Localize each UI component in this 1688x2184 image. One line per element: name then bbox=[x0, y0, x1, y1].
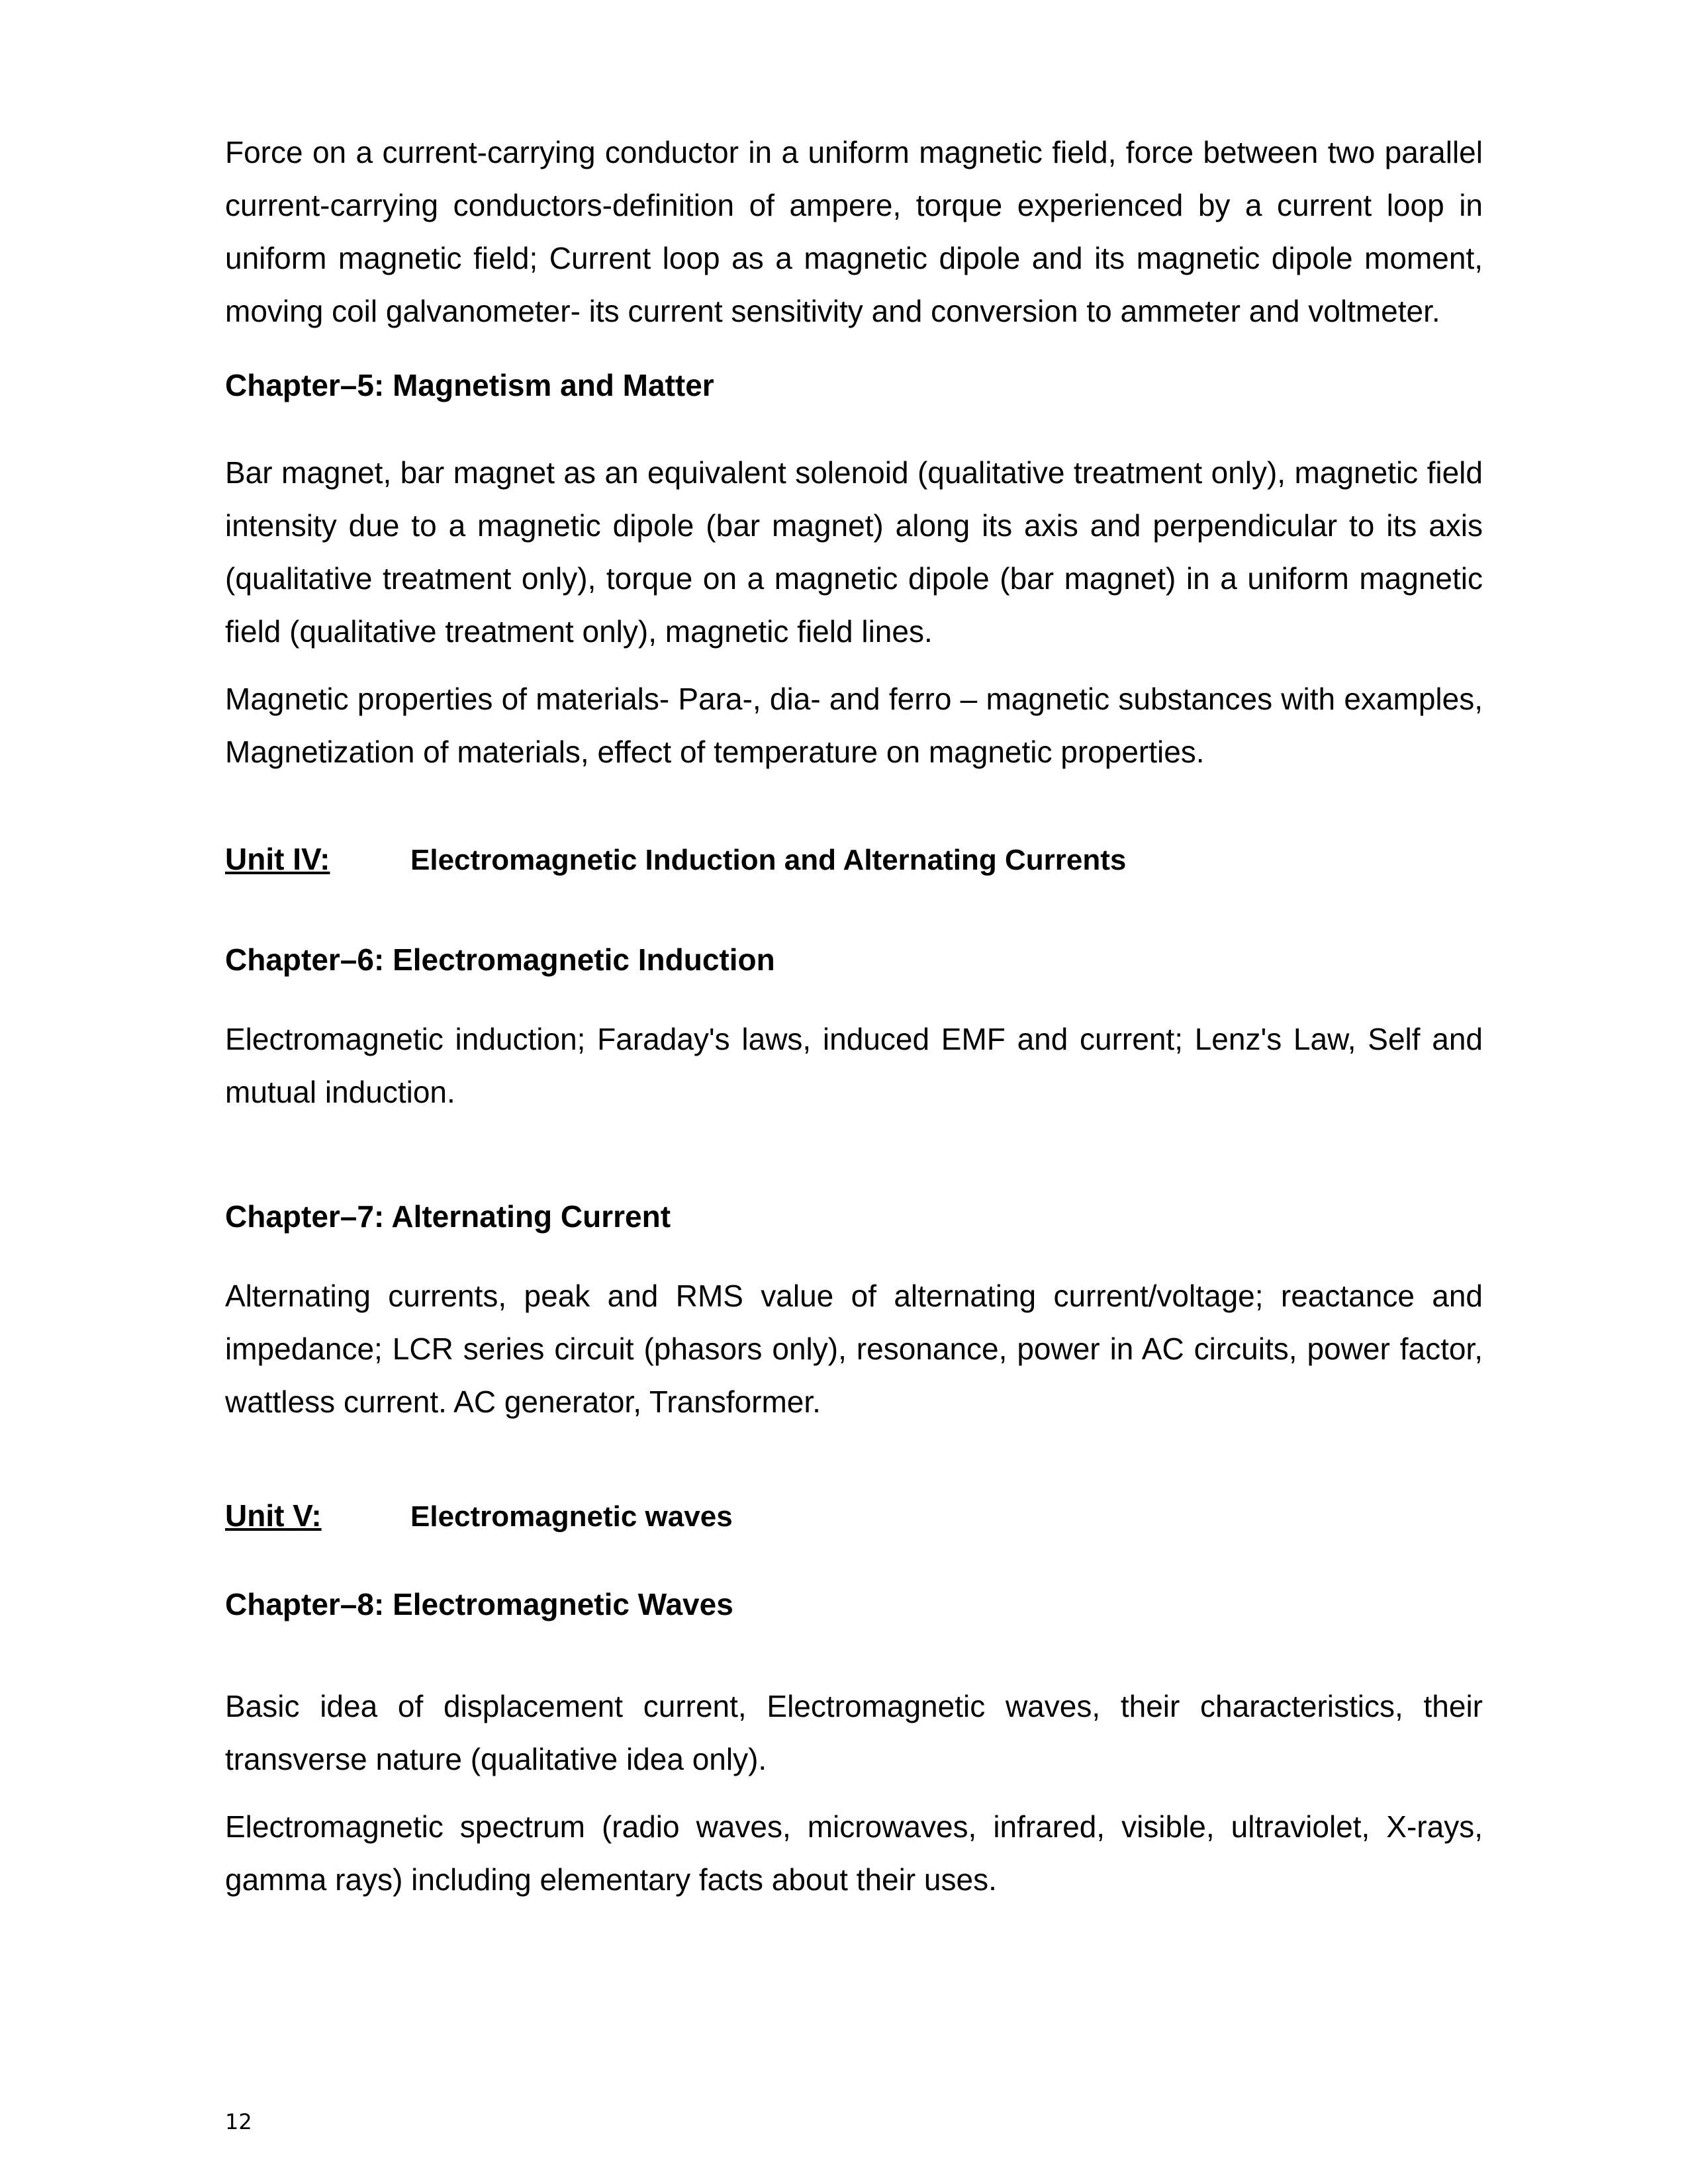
chapter-8-heading: Chapter–8: Electromagnetic Waves bbox=[225, 1587, 733, 1621]
paragraph-alternating-current: Alternating currents, peak and RMS value of alternating current/voltage; reactance and impedance; LCR series circuit (phasors only), resonance, power in AC circuits, power factor, wattless current. AC generator, Transformer. bbox=[225, 1279, 1483, 1419]
paragraph-magnetic-force: Force on a current-carrying conductor in a uniform magnetic field, force between two parallel current-carrying conductors-definition of ampere, torque experienced by a current loop in uniform magnetic field; Current loop as a magnetic dipole and its magnetic dipole moment, moving coil galvanometer- its current sensitivity and conversion to ammeter and voltmeter. bbox=[225, 135, 1483, 328]
unit-4-title: Electromagnetic Induction and Alternating Currents bbox=[410, 844, 1127, 876]
unit-5-title: Electromagnetic waves bbox=[410, 1500, 733, 1533]
unit-5-label: Unit V: bbox=[225, 1498, 322, 1533]
page-number: 12 bbox=[225, 2109, 252, 2134]
unit-4-label: Unit IV: bbox=[225, 842, 330, 876]
unit-4-heading bbox=[225, 839, 1483, 880]
paragraph-magnetic-properties: Magnetic properties of materials- Para-, dia- and ferro – magnetic substances with examples, Magnetization of materials, effect of temperature on magnetic properties. bbox=[225, 682, 1483, 769]
unit-5-heading bbox=[225, 1496, 1483, 1537]
paragraph-displacement-current: Basic idea of displacement current, Electromagnetic waves, their characteristics, their transverse nature (qualitative idea only). bbox=[225, 1689, 1483, 1776]
chapter-7-heading: Chapter–7: Alternating Current bbox=[225, 1199, 671, 1234]
chapter-5-heading: Chapter–5: Magnetism and Matter bbox=[225, 368, 714, 402]
paragraph-electromagnetic-induction: Electromagnetic induction; Faraday's laws, induced EMF and current; Lenz's Law, Self and mutual induction. bbox=[225, 1022, 1483, 1109]
paragraph-bar-magnet: Bar magnet, bar magnet as an equivalent solenoid (qualitative treatment only), magnetic field intensity due to a magnetic dipole (bar magnet) along its axis and perpendicular to its axis (qualitative treatment only), torque on a magnetic dipole (bar magnet) in a uniform magnetic field (qualitative treatment only), magnetic field lines. bbox=[225, 455, 1483, 649]
paragraph-electromagnetic-spectrum: Electromagnetic spectrum (radio waves, microwaves, infrared, visible, ultraviolet, X-rays, gamma rays) including elementary facts about their uses. bbox=[225, 1809, 1483, 1897]
page-content bbox=[225, 126, 1483, 1906]
chapter-6-heading: Chapter–6: Electromagnetic Induction bbox=[225, 942, 775, 977]
